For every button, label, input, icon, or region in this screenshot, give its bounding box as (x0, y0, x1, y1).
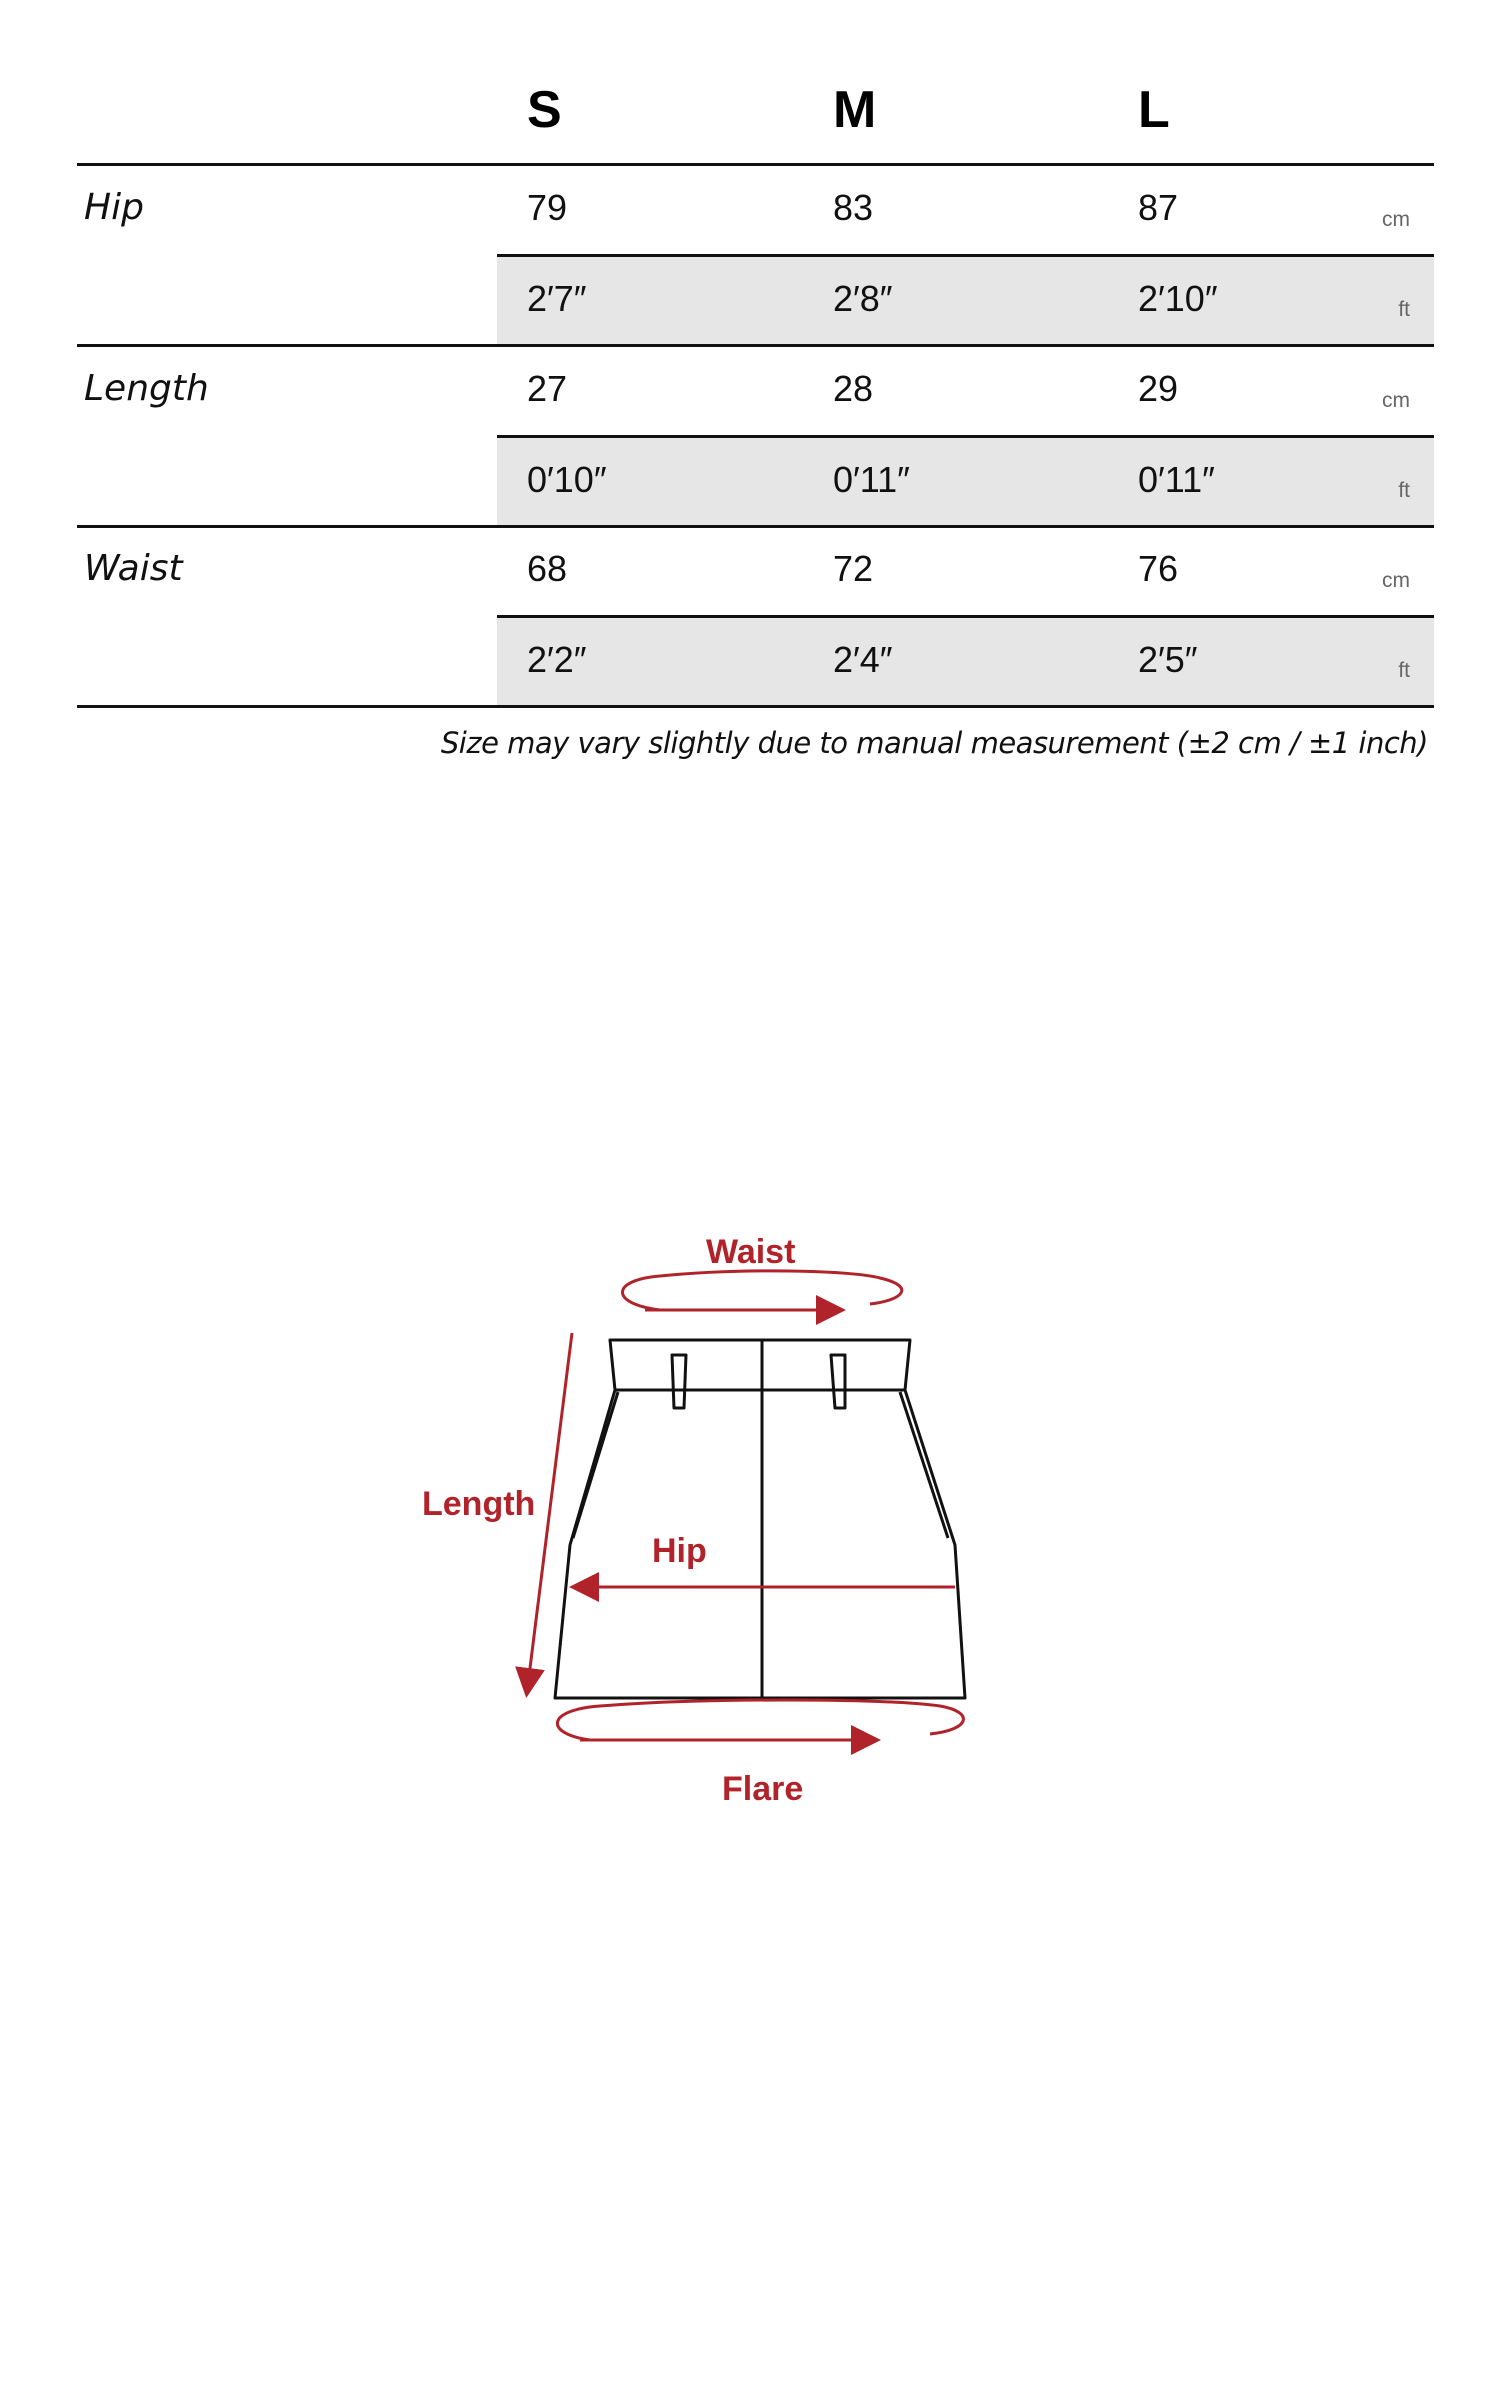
table-cell: 2′8″ (833, 278, 893, 319)
table-cell: 0′11″ (833, 459, 910, 500)
size-header-l: L (1138, 81, 1170, 139)
table-cell: 72 (833, 548, 874, 589)
unit-cm: cm (1382, 389, 1410, 412)
table-cell: 28 (833, 368, 874, 409)
table-cell: 68 (527, 548, 568, 589)
unit-cm: cm (1382, 569, 1410, 592)
table-cell: 0′11″ (1138, 459, 1215, 500)
measurement-note: Size may vary slightly due to manual measurement (±2 cm / ±1 inch) (440, 726, 1428, 760)
unit-ft: ft (1398, 479, 1410, 502)
table-cell: 76 (1138, 548, 1179, 589)
belt-loop-right (831, 1355, 845, 1408)
ft-row-band (497, 618, 1434, 706)
row-label-length: Length (84, 368, 209, 409)
skirt-diagram (0, 1200, 1500, 1820)
ft-row-band (497, 257, 1434, 345)
table-cell: 0′10″ (527, 459, 607, 500)
table-cell: 83 (833, 187, 874, 228)
table-cell: 2′4″ (833, 639, 893, 680)
table-divider (497, 435, 1434, 438)
waistband (610, 1340, 910, 1390)
table-divider (77, 163, 1434, 166)
table-divider (77, 525, 1434, 528)
unit-ft: ft (1398, 659, 1410, 682)
diagram-label-hip: Hip (652, 1532, 707, 1570)
size-header-m: M (833, 81, 877, 139)
table-divider (497, 615, 1434, 618)
waist-loop-arc (623, 1271, 902, 1310)
table-divider (77, 344, 1434, 347)
table-divider (497, 254, 1434, 257)
unit-ft: ft (1398, 298, 1410, 321)
table-cell: 87 (1138, 187, 1179, 228)
table-cell: 2′2″ (527, 639, 587, 680)
table-cell: 2′10″ (1138, 278, 1218, 319)
row-label-waist: Waist (84, 548, 183, 589)
diagram-label-flare: Flare (722, 1770, 804, 1808)
skirt-illustration (0, 1200, 1500, 1820)
table-cell: 2′5″ (1138, 639, 1198, 680)
belt-loop-left (672, 1355, 686, 1408)
flare-loop-arc (557, 1700, 963, 1740)
diagram-label-waist: Waist (706, 1233, 796, 1271)
ft-row-band (497, 438, 1434, 526)
size-header-s: S (527, 81, 562, 139)
unit-cm: cm (1382, 208, 1410, 231)
table-cell: 29 (1138, 368, 1179, 409)
table-cell: 2′7″ (527, 278, 587, 319)
diagram-label-length: Length (422, 1485, 536, 1523)
row-label-hip: Hip (84, 187, 144, 228)
table-cell: 79 (527, 187, 568, 228)
table-cell: 27 (527, 368, 568, 409)
table-divider (77, 705, 1434, 708)
